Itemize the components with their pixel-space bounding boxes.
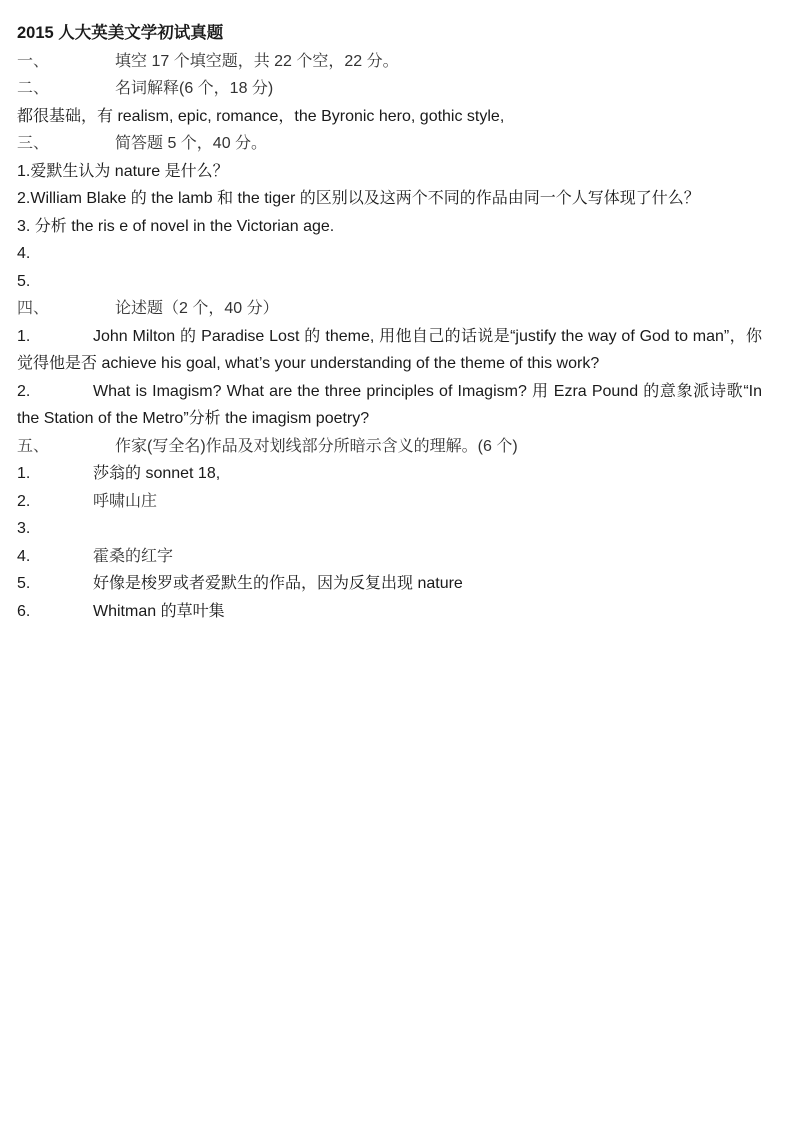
section-two-detail: 都很基础，有 realism, epic, romance，the Byronic hero, gothic style, <box>17 107 505 125</box>
list-item <box>17 515 762 543</box>
section-text: 简答题 5 个，40 分。 <box>115 135 268 152</box>
item-number: 3. <box>17 520 31 537</box>
question-number: 1. <box>17 327 31 345</box>
item-text: 霍桑的红字 <box>93 547 174 565</box>
section-number: 四、 <box>17 300 50 317</box>
essay-question <box>17 323 762 378</box>
list-item <box>17 543 762 571</box>
item-text: 莎翁的 sonnet 18, <box>93 465 221 482</box>
item-number: 1. <box>17 465 31 482</box>
item-text: 呼啸山庄 <box>93 492 158 510</box>
item-text: 好像是梭罗或者爱默生的作品，因为反复出现 nature <box>93 575 463 592</box>
question-text: John Milton 的 Paradise Lost 的 theme, 用他自己的话说是“justify the way of God to man”，你觉得他是否 achieve his goal, what’s your understanding of the theme of this work? <box>17 327 762 372</box>
item-number: 4. <box>17 547 31 565</box>
page-title: 2015 人大英美文学初试真题 <box>17 24 224 42</box>
item-text: Whitman 的草叶集 <box>93 602 225 620</box>
list-item <box>17 598 762 626</box>
section-three <box>17 130 762 158</box>
section-number: 二、 <box>17 80 50 97</box>
item-number: 6. <box>17 602 31 620</box>
question-item: 3. 分析 the ris e of novel in the Victorian age. <box>17 217 335 235</box>
essay-question <box>17 378 762 433</box>
question-number: 2. <box>17 382 31 400</box>
item-number: 5. <box>17 575 31 592</box>
section-number: 三、 <box>17 135 50 152</box>
list-item <box>17 488 762 516</box>
section-number: 五、 <box>17 437 50 455</box>
question-item: 4. <box>17 245 31 262</box>
section-number: 一、 <box>17 52 50 70</box>
question-item: 5. <box>17 272 31 290</box>
section-four <box>17 295 762 323</box>
question-item: 2.William Blake 的 the lamb 和 the tiger 的区别以及这两个不同的作品由同一个人写体现了什么？ <box>17 190 700 207</box>
section-text: 名词解释(6 个，18 分) <box>115 80 274 97</box>
section-text: 作家(写全名)作品及对划线部分所暗示含义的理解。(6 个) <box>115 437 518 455</box>
list-item <box>17 460 762 488</box>
section-one <box>17 48 762 76</box>
question-item: 1.爱默生认为 nature 是什么？ <box>17 162 229 180</box>
list-item <box>17 570 762 598</box>
item-number: 2. <box>17 492 31 510</box>
section-five <box>17 433 762 461</box>
section-two <box>17 75 762 103</box>
question-text: What is Imagism? What are the three principles of Imagism? 用 Ezra Pound 的意象派诗歌“In the Station of the Metro”分析 the imagism poetry? <box>17 382 762 427</box>
exam-document <box>17 20 762 625</box>
section-text: 填空 17 个填空题，共 22 个空，22 分。 <box>115 52 399 70</box>
section-text: 论述题（2 个，40 分） <box>115 300 279 317</box>
